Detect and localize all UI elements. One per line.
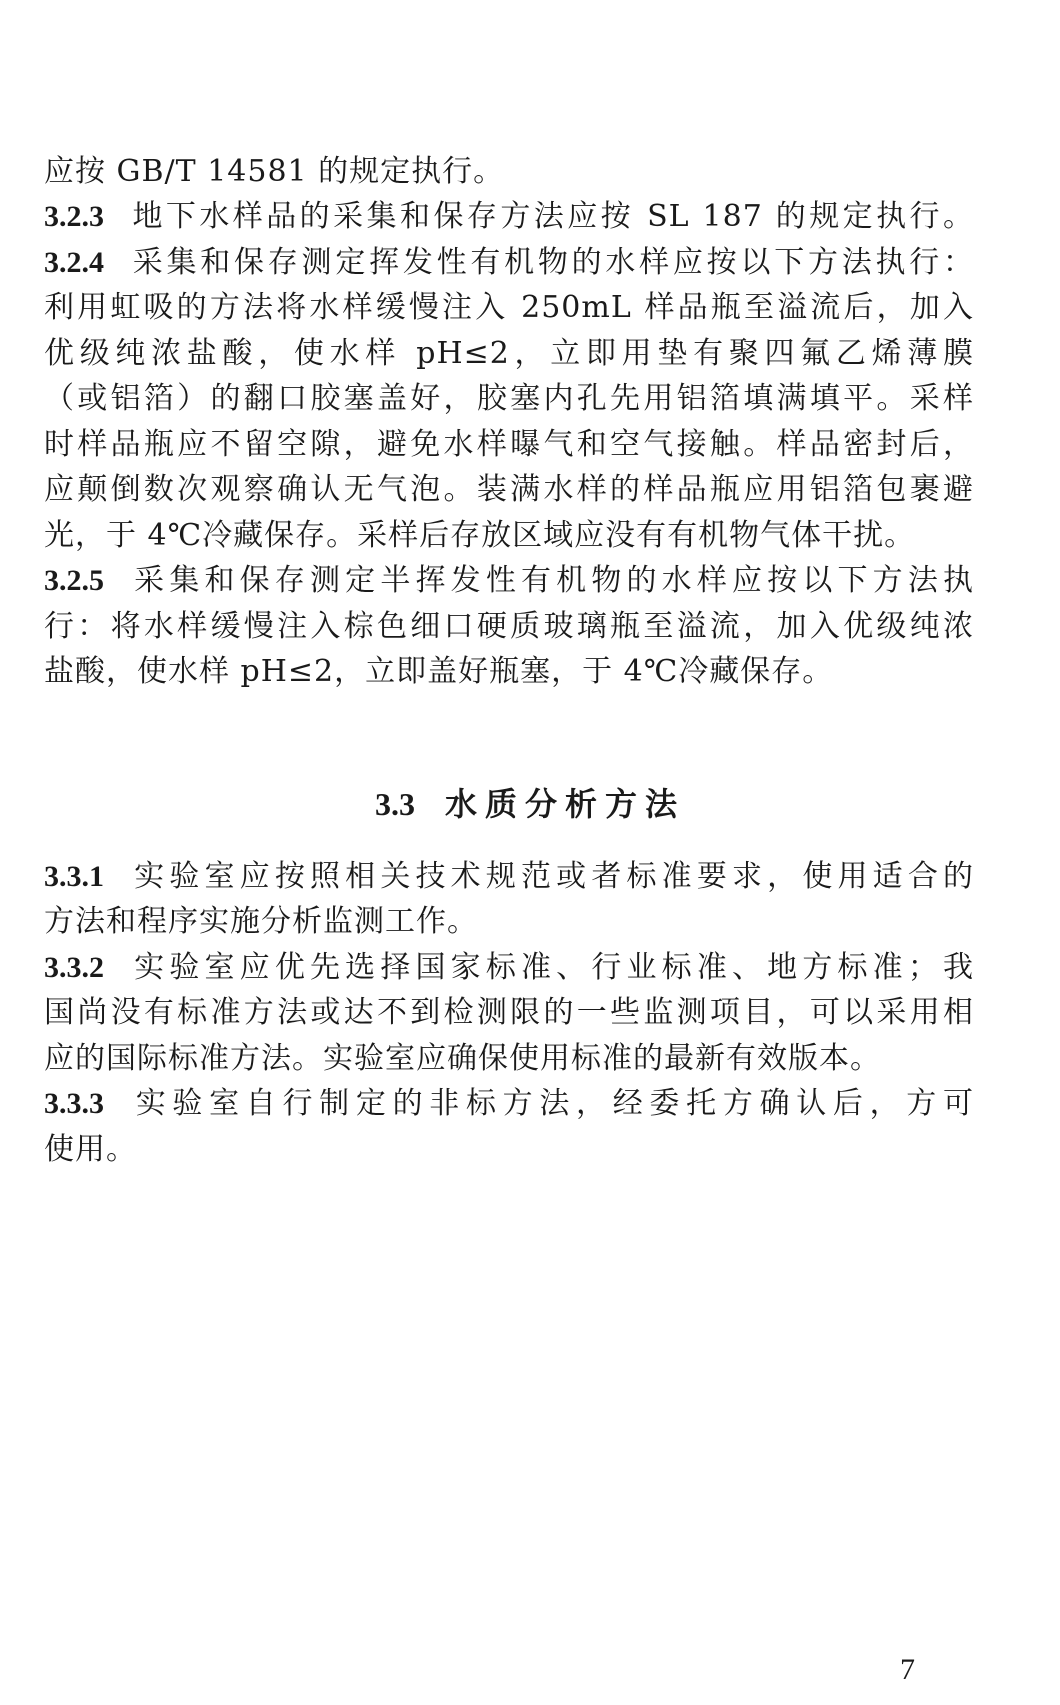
text-line: 使用。 xyxy=(44,1132,137,1167)
text-line: 盐酸，使水样 pH≤2，立即盖好瓶塞，于 4℃冷藏保存。 xyxy=(44,654,834,689)
text-line: 光，于 4℃冷藏保存。采样后存放区域应没有有机物气体干扰。 xyxy=(44,518,916,553)
text-line: 时样品瓶应不留空隙，避免水样曝气和空气接触。样品密封后， xyxy=(44,427,974,462)
clause-number: 3.3.3 xyxy=(44,1087,104,1120)
clause-3-2-4 xyxy=(44,243,974,283)
section-number: 3.3 xyxy=(374,786,415,822)
clause-text: 采集和保存测定挥发性有机物的水样应按以下方法执行： xyxy=(130,245,974,280)
clause-text: 实验室应优先选择国家标准、行业标准、地方标准；我 xyxy=(130,950,974,985)
text-line: 优级纯浓盐酸，使水样 pH≤2，立即用垫有聚四氟乙烯薄膜 xyxy=(44,336,974,371)
clause-text: 实验室应按照相关技术规范或者标准要求，使用适合的 xyxy=(130,859,974,894)
clause-number: 3.2.3 xyxy=(44,200,104,233)
text-line: （或铝箔）的翻口胶塞盖好，胶塞内孔先用铝箔填满填平。采样 xyxy=(44,381,974,416)
clause-number: 3.2.5 xyxy=(44,564,104,597)
text-line: 方法和程序实施分析监测工作。 xyxy=(44,904,478,939)
section-title: 水质分析方法 xyxy=(444,785,685,823)
clause-3-2-5 xyxy=(44,561,974,601)
clause-text: 实验室自行制定的非标方法，经委托方确认后，方可 xyxy=(130,1086,974,1121)
clause-text: 采集和保存测定半挥发性有机物的水样应按以下方法执 xyxy=(130,563,974,598)
clause-number: 3.2.4 xyxy=(44,246,104,279)
text-line: 国尚没有标准方法或达不到检测限的一些监测项目，可以采用相 xyxy=(44,995,974,1030)
clause-3-3-1 xyxy=(44,857,974,897)
clause-3-3-3 xyxy=(44,1084,974,1124)
section-heading xyxy=(0,782,1060,826)
text-line: 利用虹吸的方法将水样缓慢注入 250mL 样品瓶至溢流后，加入 xyxy=(44,290,974,325)
text-line: 应颠倒数次观察确认无气泡。装满水样的样品瓶应用铝箔包裹避 xyxy=(44,472,974,507)
clause-text: 地下水样品的采集和保存方法应按 SL 187 的规定执行。 xyxy=(130,199,974,234)
text-line: 行：将水样缓慢注入棕色细口硬质玻璃瓶至溢流，加入优级纯浓 xyxy=(44,609,974,644)
clause-3-3-2 xyxy=(44,948,974,988)
text-line: 应的国际标准方法。实验室应确保使用标准的最新有效版本。 xyxy=(44,1041,881,1076)
clause-number: 3.3.2 xyxy=(44,951,104,984)
page-number: 7 xyxy=(900,1653,915,1686)
clause-3-2-3 xyxy=(44,197,974,237)
clause-number: 3.3.1 xyxy=(44,860,104,893)
text-line: 应按 GB/T 14581 的规定执行。 xyxy=(44,154,505,189)
